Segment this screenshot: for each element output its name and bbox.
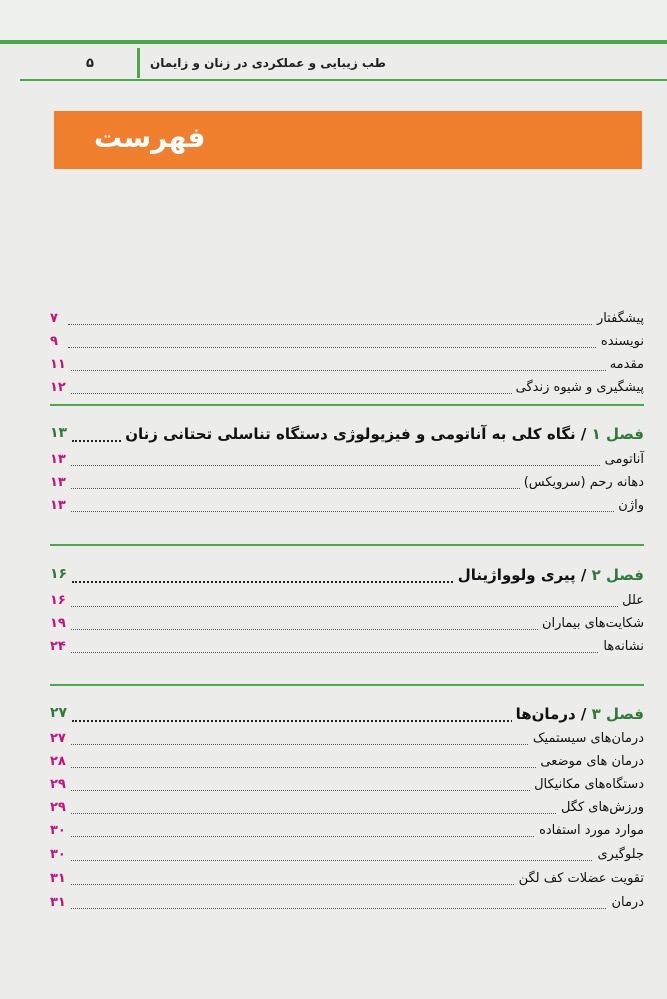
toc-entry-page: ۱۳ bbox=[50, 475, 70, 490]
toc-entry[interactable] bbox=[50, 498, 644, 520]
toc-entry[interactable] bbox=[50, 616, 644, 638]
chapter-prefix: فصل ۲ bbox=[591, 566, 644, 584]
toc-entry-page: ۹ bbox=[50, 334, 62, 349]
toc-entry-page: ۱۳ bbox=[50, 498, 70, 513]
top-green-line bbox=[0, 40, 667, 44]
toc-entry[interactable] bbox=[50, 334, 644, 356]
toc-entry[interactable] bbox=[50, 475, 644, 497]
toc-entry-label: نشانه‌ها bbox=[599, 639, 644, 654]
toc-entry-page: ۱۹ bbox=[50, 616, 70, 631]
toc-entry-page: ۲۹ bbox=[50, 800, 70, 815]
chapter-rule bbox=[50, 544, 644, 546]
leader-dots bbox=[68, 908, 636, 909]
chapter-prefix: فصل ۱ bbox=[591, 425, 644, 443]
toc-title: فهرست bbox=[94, 121, 206, 154]
chapter-page: ۱۶ bbox=[50, 566, 71, 582]
toc-entry-page: ۷ bbox=[50, 311, 62, 326]
toc-entry-page: ۱۳ bbox=[50, 452, 70, 467]
leader-dots bbox=[68, 370, 636, 371]
chapter-title: پیری ولوواژینال bbox=[457, 566, 576, 584]
toc-entry-label: پیشگیری و شیوه زندگی bbox=[512, 380, 644, 395]
toc-entry[interactable] bbox=[50, 380, 644, 402]
chapter-page: ۲۷ bbox=[50, 705, 71, 721]
leader-dots bbox=[68, 511, 636, 512]
chapter-page: ۱۳ bbox=[50, 425, 71, 441]
running-page-number: ۵ bbox=[86, 56, 94, 71]
running-book-title: طب زیبایی و عملکردی در زنان و زایمان bbox=[150, 56, 386, 70]
toc-entry-page: ۳۱ bbox=[50, 895, 70, 910]
toc-entry-label: پیشگفتار bbox=[593, 311, 644, 326]
toc-entry-label: درمان‌های سیستمیک bbox=[529, 731, 644, 746]
toc-entry-page: ۲۷ bbox=[50, 731, 70, 746]
toc-entry-page: ۳۰ bbox=[50, 823, 70, 838]
toc-entry-page: ۱۲ bbox=[50, 380, 70, 395]
toc-entry[interactable] bbox=[50, 895, 644, 917]
toc-entry[interactable] bbox=[50, 754, 644, 776]
toc-entry-page: ۲۸ bbox=[50, 754, 70, 769]
toc-entry-label: تقویت عضلات کف لگن bbox=[515, 871, 644, 886]
toc-entry[interactable] bbox=[50, 847, 644, 869]
toc-entry-page: ۳۰ bbox=[50, 847, 70, 862]
chapter-heading-label: فصل ۲ / پیری ولوواژینال bbox=[454, 566, 644, 584]
toc-entry-label: آناتومی bbox=[601, 452, 644, 467]
toc-entry[interactable] bbox=[50, 731, 644, 753]
toc-entry[interactable] bbox=[50, 311, 644, 333]
toc-entry[interactable] bbox=[50, 800, 644, 822]
toc-entry-page: ۱۶ bbox=[50, 593, 70, 608]
toc-entry[interactable] bbox=[50, 452, 644, 474]
chapter-title: نگاه کلی به آناتومی و فیزیولوژی دستگاه تناسلی تحتانی زنان bbox=[125, 425, 576, 443]
toc-entry[interactable] bbox=[50, 593, 644, 615]
toc-entry-label: درمان bbox=[607, 895, 644, 910]
toc-entry[interactable] bbox=[50, 777, 644, 799]
toc-entry-label: دهانه رحم (سرویکس) bbox=[520, 475, 644, 490]
chapter-heading-label: فصل ۳ / درمان‌ها bbox=[512, 705, 644, 723]
toc-entry-label: جلوگیری bbox=[593, 847, 644, 862]
toc-entry-label: دستگاه‌های مکانیکال bbox=[530, 777, 644, 792]
chapter-prefix: فصل ۳ bbox=[591, 705, 644, 723]
toc-entry-page: ۱۱ bbox=[50, 357, 70, 372]
toc-entry-page: ۲۹ bbox=[50, 777, 70, 792]
leader-dots bbox=[68, 606, 636, 607]
header-rule bbox=[20, 79, 667, 81]
leader-dots bbox=[68, 860, 636, 861]
toc-banner bbox=[54, 111, 642, 169]
toc-entry-label: ورزش‌های کگل bbox=[557, 800, 644, 815]
chapter-heading[interactable] bbox=[50, 425, 644, 449]
header-divider bbox=[137, 48, 140, 78]
chapter-title: درمان‌ها bbox=[515, 705, 576, 723]
toc-entry[interactable] bbox=[50, 357, 644, 379]
leader-dots bbox=[68, 324, 636, 325]
chapter-heading[interactable] bbox=[50, 705, 644, 729]
toc-entry-label: واژن bbox=[614, 498, 644, 513]
toc-entry[interactable] bbox=[50, 871, 644, 893]
chapter-rule bbox=[50, 684, 644, 686]
toc-entry-label: موارد مورد استفاده bbox=[535, 823, 644, 838]
leader-dots bbox=[68, 347, 636, 348]
toc-entry-label: درمان های موضعی bbox=[536, 754, 644, 769]
chapter-heading-label: فصل ۱ / نگاه کلی به آناتومی و فیزیولوژی دستگاه تناسلی تحتانی زنان bbox=[121, 425, 644, 443]
leader-dots bbox=[68, 652, 636, 653]
page-top-band bbox=[0, 0, 667, 40]
toc-entry-label: نویسنده bbox=[597, 334, 644, 349]
toc-entry-label: مقدمه bbox=[606, 357, 644, 372]
chapter-rule bbox=[50, 404, 644, 406]
toc-entry-label: علل bbox=[618, 593, 644, 608]
leader-dots bbox=[68, 813, 636, 814]
chapter-heading[interactable] bbox=[50, 566, 644, 590]
toc-entry[interactable] bbox=[50, 823, 644, 845]
toc-entry-page: ۳۱ bbox=[50, 871, 70, 886]
toc-entry-label: شکایت‌های بیماران bbox=[538, 616, 644, 631]
toc-entry-page: ۲۴ bbox=[50, 639, 70, 654]
leader-dots bbox=[68, 465, 636, 466]
toc-entry[interactable] bbox=[50, 639, 644, 661]
